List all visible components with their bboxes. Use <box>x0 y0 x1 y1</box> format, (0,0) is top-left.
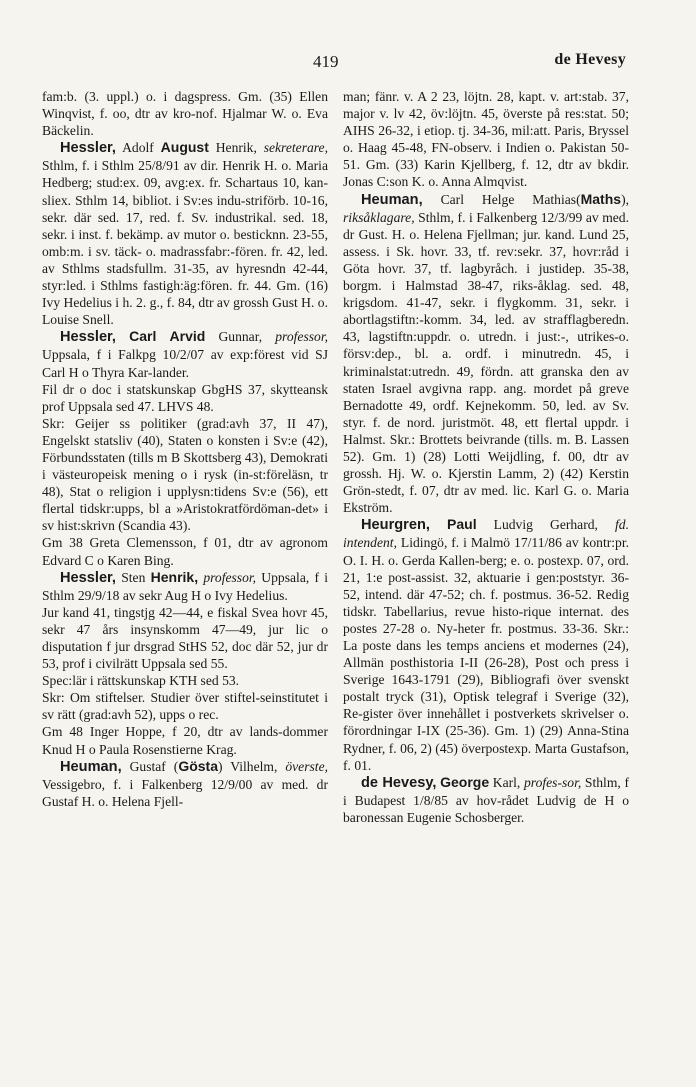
entry-occupation: överste, <box>285 758 328 774</box>
running-head: de Hevesy <box>554 51 626 68</box>
entry-names: Karl, <box>489 774 524 790</box>
entry-paragraph <box>343 191 629 517</box>
entry-surname: Hessler, <box>60 140 116 157</box>
entry-hessler-henrik <box>42 569 328 758</box>
entry-paragraph: Gm 48 Inger Hoppe, f 20, dtr av lands-dommer Knud H o Paula Rosenstierne Krag. <box>42 724 328 757</box>
entry-occupation: profes-sor, <box>523 774 582 790</box>
entry-text: fam:b. (3. uppl.) o. i dagspress. Gm. (35) Ellen Winqvist, f. oo, dtr av kro-nof. Hjalmar W. o. Eva Bäckelin. <box>42 89 328 139</box>
entry-heurgren <box>343 516 629 773</box>
entry-given-name: August <box>160 139 209 156</box>
entry-surname: Heuman, <box>361 191 423 208</box>
entry-text: Sthlm, f. i Falkenberg 12/3/99 av med. dr Gust. H. o. Helena Fjellman; jur. kand. Lund 25, assess. i Sk. hovr. 33, tf. rev:sekr. 37, hovr:råd i Göta hovr. 37, tf. lagbyråch. i justidep. 35-38, borgm. i Halmstad 38-47, riks-åklag. sed. 48, krigsdom. 41-47, sekr. i flygkomm. 31, sekr. i abortlagstiftn:-komm. 34, led. av strafflagberedn. 43, lagstiftn:uppdr. o. utredn. i just:-, utrikes-o. försv:dep., bl. a. ordf. i minutredn. 45, i kriminalstat:utredn. 49, fördn. att granska den av staten Israel avgivna rapp. ang. mordet på greve Bernadotte 49, ordf. Kejnekomm. 50, led. av Sv. styr. f. de nord. juristmöt. 48, ett flertal uppdr. i Halmst. Skr.: Brottets beivrande (tills. m. B. Lassen 52). Gm. 1) (28) Lotti Weijdling, f. 00, dtr av grossh. Hj. W. o. Kjerstin Lamm, 2) (42) Kerstin Grön-stedt, f. 07, dtr av med. lic. Karl G. o. Maria Ekström. <box>343 209 629 516</box>
entry-surname: Hessler, <box>60 329 116 346</box>
entry-paragraph: Gm 38 Greta Clemensson, f 01, dtr av agronom Edvard C o Karen Bing. <box>42 535 328 568</box>
entry-surname: Heurgren, <box>361 517 430 534</box>
entry-paragraph: Spec:lär i rättskunskap KTH sed 53. <box>42 673 240 689</box>
entry-given-name: Maths <box>580 190 622 207</box>
entry-paragraph: Skr: Geijer ss politiker (grad:avh 37, II 47), Engelskt statsliv (40), Staten o konsten i Sv:e (42), Förbundsstaten (tills m B Skottsberg 43), Demokrati i västeuropeisk mening o i rysk (in-st:föreläsn, tr 48), Stat o religion i upplysn:tidens Sv:e (56), ett flertal tidskr:upps, bl a »Aristokratfördöman-det» i sv hist:skrivn (Scandia 43). <box>42 415 328 534</box>
entry-occupation: professor, <box>275 329 328 345</box>
entry-continuation <box>343 88 629 191</box>
entry-names <box>116 329 129 344</box>
right-column <box>343 88 629 826</box>
entry-paragraph: Jur kand 41, tingstjg 42—44, e fiskal Svea hovr 45, sekr 47 års insynskomm 47—49, jur lic o disputation f jur drsgrad StHS 52, doc där 52, jur dr 53, prof i civilrätt Uppsala sed 55. <box>42 604 328 672</box>
entry-paragraph <box>343 774 629 826</box>
entry-de-hevesy <box>343 774 629 826</box>
entry-heuman-gosta <box>42 758 328 810</box>
entry-paragraph <box>42 758 328 810</box>
entry-text: Sthlm, f. i Sthlm 25/8/91 av dir. Henrik H. o. Maria Hedberg; stud:ex. 09, avg:ex. fr. Schartaus 10, kan-sliex. Sthlm 14, bibliot. i Sv:es indu-striförb. 10-16, sekr. där sed. 17, red. f. Sv. industrikal. sed. 18, sekr. i inst. f. bekämp. av mutor o. besticknn. 23-55, omb:m. i sv. täck- o. madrassfabr:-fören. fr. 42, led. av Sthlms stadsfullm. 31-35, av hyresndn 42-44, styr:led. i Sthlms fastigh:äg:fören. fr. 44. Gm. (16) Ivy Hedelius i h. 2. g., f. 84, dtr av grossh Gust H. o. Louise Snell. <box>42 158 328 328</box>
entry-given-name: George <box>440 773 490 790</box>
entry-heuman-mats <box>343 191 629 517</box>
entry-surname: de Hevesy, <box>361 774 437 791</box>
entry-names: Gustaf ( <box>121 758 179 774</box>
entry-paragraph <box>343 516 629 773</box>
entry-names: Carl Helge Mathias( <box>422 191 581 207</box>
entry-hessler-august <box>42 139 328 328</box>
entry-names: Gunnar, <box>205 329 276 345</box>
entry-occupation: sekreterare, <box>263 140 328 156</box>
entry-names: Ludvig Gerhard, <box>476 517 616 533</box>
entry-given-name: Gösta <box>178 757 219 774</box>
entry-occupation: riksåklagare, <box>343 209 415 225</box>
entry-paragraph <box>42 569 328 604</box>
entry-text: Sthlm, f i Budapest 1/8/85 av hov-rådet Ludvig de H o baronessan Eugenie Schosberger. <box>343 774 629 825</box>
entry-paragraph: Skr: Om stiftelser. Studier över stiftel-seinstitutet i sv rätt (grad:avh 52), upps o rec. <box>42 690 328 723</box>
entry-paragraph <box>42 328 328 380</box>
entry-paragraph <box>42 139 328 328</box>
page-header <box>0 50 696 74</box>
entry-surname: Heuman, <box>60 758 122 775</box>
entry-names: ) Vilhelm, <box>218 758 286 774</box>
entry-given-name: Carl Arvid <box>129 328 206 345</box>
left-column <box>42 88 328 810</box>
entry-text: Uppsala, f i Sthlm 29/9/18 av sekr Aug H o Ivy Hedelius. <box>42 569 328 603</box>
entry-text: Uppsala, f i Falkpg 10/2/07 av exp:förest vid SJ Carl H o Thyra Kar-lander. <box>42 347 328 380</box>
entry-occupation: fd. intendent, <box>343 517 629 551</box>
entry-given-name: Henrik, <box>150 568 199 585</box>
entry-given-name: Paul <box>447 516 477 533</box>
entry-paragraph: Fil dr o doc i statskunskap GbgHS 37, skytteansk prof Uppsala sed 47. LHVS 48. <box>42 381 328 414</box>
entry-names: Henrik, <box>208 140 264 156</box>
entry-text: Lidingö, f. i Malmö 17/11/86 av kontr:pr. O. I. H. o. Gerda Kallen-berg; e. o. postexp. 07, ord. 21, 1:e post-assist. 32, aktuarie i gen:poststyr. 36-52, intend. där 47-52; ch. f. postmus. 36-52. Redig tidskr. Tabellarius, revue histo-rique internat. des postes 27-28 o. Ny-heter fr. postmus. 33-36. Skr.: La poste dans les temps anciens et modernes (24), Allmän posthistoria I-II (26-28), Post och press i Sverige 1643-1791 (29), Bibliografi över svenskt postalt tryck (31), Optisk telegraf i Sverige (32), Re-gister över innehållet i postverkets skrivelser o. förordningar I-IX (25-36). Gm. 1) (29) Anna-Stina Rydner, f. 06, 2) (45) överpostexp. Marta Gustafson, f. 01. <box>343 535 629 773</box>
entry-text: man; fänr. v. A 2 23, löjtn. 28, kapt. v. art:stab. 37, major v. lv 42, öv:löjtn. 45, överste på res:stat. 50; AIHS 26-32, i etiop. tj. 34-36, mil:att. Paris, Bryssel o. Haag 45-48, FN-observ. i Indien o. Pakistan 50-51. Gm. (33) Karin Kjellberg, f. 12, dtr av bkdir. Jonas C:son K. o. Anna Almqvist. <box>343 89 629 190</box>
entry-names: ), <box>621 191 629 207</box>
entry-hessler-carl <box>42 328 328 568</box>
page-number: 419 <box>313 52 339 71</box>
entry-surname: Hessler, <box>60 569 116 586</box>
entry-names: Adolf <box>116 140 161 156</box>
entry-continuation <box>42 88 328 139</box>
entry-occupation: professor, <box>203 569 257 585</box>
entry-names <box>430 517 447 532</box>
entry-names: Sten <box>116 569 151 585</box>
entry-text: Vessigebro, f. i Falkenberg 12/9/00 av med. dr Gustaf H. o. Helena Fjell- <box>42 776 328 809</box>
